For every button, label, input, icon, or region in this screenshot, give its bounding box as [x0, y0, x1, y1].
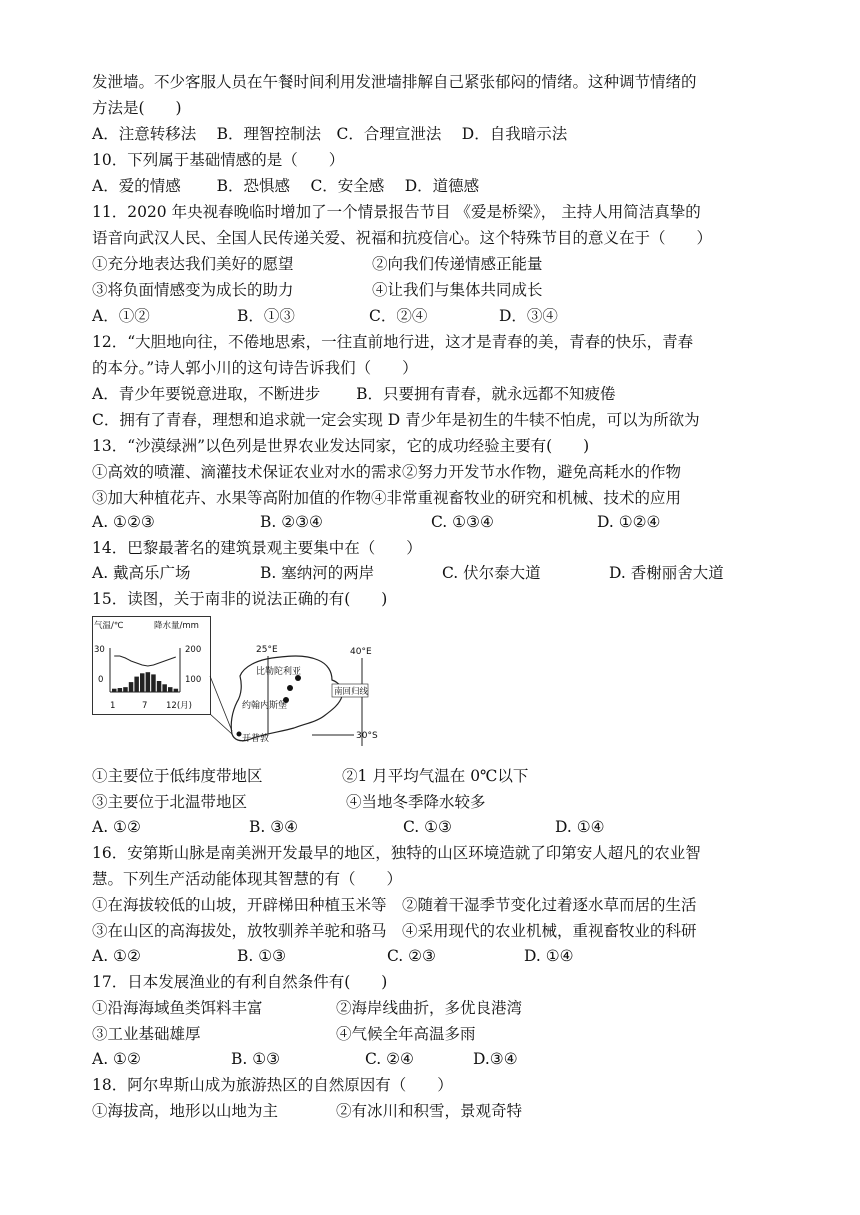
option-b: B．①③ — [237, 307, 295, 325]
q10-stem: 10．下列属于基础情感的是（ ） — [92, 151, 345, 169]
option-d: D. ①④ — [524, 947, 574, 965]
callout-line — [210, 714, 232, 734]
temp-axis-label: 气温/℃ — [94, 621, 124, 631]
statement: ③工业基础雄厚 — [92, 1025, 201, 1043]
q17-statements-1 — [92, 996, 522, 1020]
precip-bar — [174, 689, 179, 692]
temp-tick-0: 0 — [98, 675, 104, 685]
q16-stem-line2: 慧。下列生产活动能体现其智慧的有（ ） — [92, 870, 403, 888]
option-c: C. ②④ — [365, 1050, 414, 1068]
q9-stem-line1: 发泄墙。不少客服人员在午餐时间利用发泄墙排解自己紧张郁闷的情绪。这种调节情绪的 — [92, 73, 697, 91]
statement: ③将负面情感变为成长的助力 — [92, 281, 294, 299]
q14-options — [92, 561, 724, 585]
q9-options: A．注意转移法 B．理智控制法 C．合理宣泄法 D．自我暗示法 — [92, 125, 568, 143]
q12-stem-line1: 12．“大胆地向往，不倦地思索，一往直前地行进，这才是青春的美，青春的快乐，青春 — [92, 333, 694, 351]
callout-line — [210, 676, 232, 731]
precip-bar — [134, 677, 139, 692]
precip-bar — [157, 681, 162, 692]
option-d: D.③④ — [473, 1050, 518, 1068]
statement: ②有冰川和积雪，景观奇特 — [336, 1102, 523, 1120]
q15-stem: 15．读图，关于南非的说法正确的有( ) — [92, 590, 388, 608]
month-tick-7: 7 — [142, 701, 148, 711]
option-b: B. ①③ — [231, 1050, 281, 1068]
south-africa-figure — [92, 616, 382, 746]
option-d: D. ①②④ — [597, 513, 661, 531]
city-dot — [287, 685, 293, 691]
option-d: D. ①④ — [555, 818, 605, 836]
option-c: C. ①③④ — [431, 513, 494, 531]
precip-bar — [123, 687, 128, 692]
option-b: B. 塞纳河的两岸 — [260, 564, 375, 582]
precip-bar — [151, 674, 156, 692]
temp-tick-30: 30 — [94, 645, 105, 655]
q16-options — [92, 944, 574, 968]
q15-statements-1 — [92, 764, 528, 788]
option-a: A. 戴高乐广场 — [92, 564, 191, 582]
label-cape-town: 开普敦 — [242, 734, 270, 744]
q13-options — [92, 510, 660, 534]
option-c: C. ②③ — [387, 947, 436, 965]
label-25e: 25°E — [256, 645, 278, 655]
q15-options — [92, 815, 605, 839]
label-40e: 40°E — [350, 647, 372, 657]
q11-statements-1 — [92, 252, 543, 276]
statement: ④气候全年高温多雨 — [336, 1025, 476, 1043]
option-d: D. 香榭丽舍大道 — [609, 564, 724, 582]
option-d: D．③④ — [499, 307, 558, 325]
q17-statements-2 — [92, 1022, 476, 1046]
statement: ④让我们与集体共同成长 — [372, 281, 543, 299]
precip-tick-200: 200 — [185, 645, 202, 655]
precip-bar — [140, 673, 145, 692]
q11-stem-line1: 11．2020 年央视春晚临时增加了一个情景报告节目 《爱是桥梁》， 主持人用简洁真挚的 — [92, 203, 701, 221]
statement: ②1 月平均气温在 0℃以下 — [342, 767, 529, 785]
option-a: A．①② — [92, 307, 150, 325]
option-b: B. ②③④ — [260, 513, 323, 531]
option-a: A. ①② — [92, 818, 141, 836]
q14-stem: 14．巴黎最著名的建筑景观主要集中在（ ） — [92, 539, 422, 557]
q11-statements-2 — [92, 278, 543, 302]
precip-bar — [146, 672, 151, 692]
tropic-label: 南回归线 — [334, 687, 369, 697]
q13-stem: 13．“沙漠绿洲”以色列是世界农业发达同家，它的成功经验主要有( ) — [92, 437, 590, 455]
q17-options — [92, 1047, 518, 1071]
q16-statements-2: ③在山区的高海拔处，放牧驯养羊驼和骆马 ④采用现代的农业机械，重视畜牧业的科研 — [92, 922, 697, 940]
option-c: C．②④ — [369, 307, 428, 325]
q18-statements-1 — [92, 1099, 522, 1123]
q16-stem-line1: 16．安第斯山脉是南美洲开发最早的地区，独特的山区环境造就了印第安人超凡的农业智 — [92, 844, 701, 862]
precip-bar — [118, 688, 123, 692]
label-pretoria: 比勒陀利亚 — [256, 667, 302, 677]
precip-bar — [162, 684, 167, 692]
q9-stem-line2: 方法是( ) — [92, 99, 182, 117]
q11-options — [92, 304, 558, 328]
precip-bar — [112, 689, 117, 692]
statement: ①主要位于低纬度带地区 — [92, 767, 263, 785]
precip-bar — [129, 682, 134, 692]
month-tick-12: 12(月) — [166, 701, 192, 711]
precip-bar — [168, 687, 173, 692]
q18-stem: 18．阿尔卑斯山成为旅游热区的自然原因有（ ） — [92, 1076, 453, 1094]
statement: ①海拔高，地形以山地为主 — [92, 1102, 279, 1120]
precip-tick-100: 100 — [185, 675, 202, 685]
statement: ④当地冬季降水较多 — [346, 793, 486, 811]
label-johannesburg: 约翰内斯堡 — [242, 701, 288, 711]
q12-options-cd: C．拥有了青春，理想和追求就一定会实现 D 青少年是初生的牛犊不怕虎，可以为所欲为 — [92, 411, 700, 429]
q15-statements-2 — [92, 790, 486, 814]
option-c: C. ①③ — [403, 818, 452, 836]
q13-statements-2: ③加大种植花卉、水果等高附加值的作物④非常重视畜牧业的研究和机械、技术的应用 — [92, 489, 682, 507]
option-a: A. ①② — [92, 947, 141, 965]
city-dot — [237, 732, 242, 737]
statement: ②海岸线曲折，多优良港湾 — [336, 999, 523, 1017]
option-c: C. 伏尔泰大道 — [442, 564, 541, 582]
statement: ③主要位于北温带地区 — [92, 793, 248, 811]
month-tick-1: 1 — [110, 701, 116, 711]
label-30s: 30°S — [356, 731, 378, 741]
precip-bars — [112, 672, 178, 692]
statement: ②向我们传递情感正能量 — [372, 255, 543, 273]
q10-options: A．爱的情感 B．恐惧感 C．安全感 D．道德感 — [92, 177, 480, 195]
statement: ①充分地表达我们美好的愿望 — [92, 255, 294, 273]
temperature-curve — [114, 656, 176, 666]
q13-statements-1: ①高效的喷灌、滴灌技术保证农业对水的需求②努力开发节水作物，避免高耗水的作物 — [92, 463, 682, 481]
option-b: B. ①③ — [237, 947, 287, 965]
statement: ①沿海海域鱼类饵料丰富 — [92, 999, 263, 1017]
q12-stem-line2: 的本分。”诗人郭小川的这句诗告诉我们（ ） — [92, 359, 418, 377]
option-a: A. ①② — [92, 1050, 141, 1068]
option-b: B. ③④ — [249, 818, 299, 836]
q16-statements-1: ①在海拔较低的山坡，开辟梯田种植玉米等 ②随着干湿季节变化过着逐水草而居的生活 — [92, 896, 697, 914]
option-a: A. ①②③ — [92, 513, 155, 531]
q11-stem-line2: 语音向武汉人民、全国人民传递关爱、祝福和抗疫信心。这个特殊节目的意义在于（ ） — [92, 229, 713, 247]
precip-axis-label: 降水量/mm — [154, 621, 199, 631]
q17-stem: 17．日本发展渔业的有利自然条件有( ) — [92, 973, 388, 991]
q12-options-ab: A．青少年要锐意进取，不断进步 B．只要拥有青春，就永远都不知疲倦 — [92, 385, 616, 403]
